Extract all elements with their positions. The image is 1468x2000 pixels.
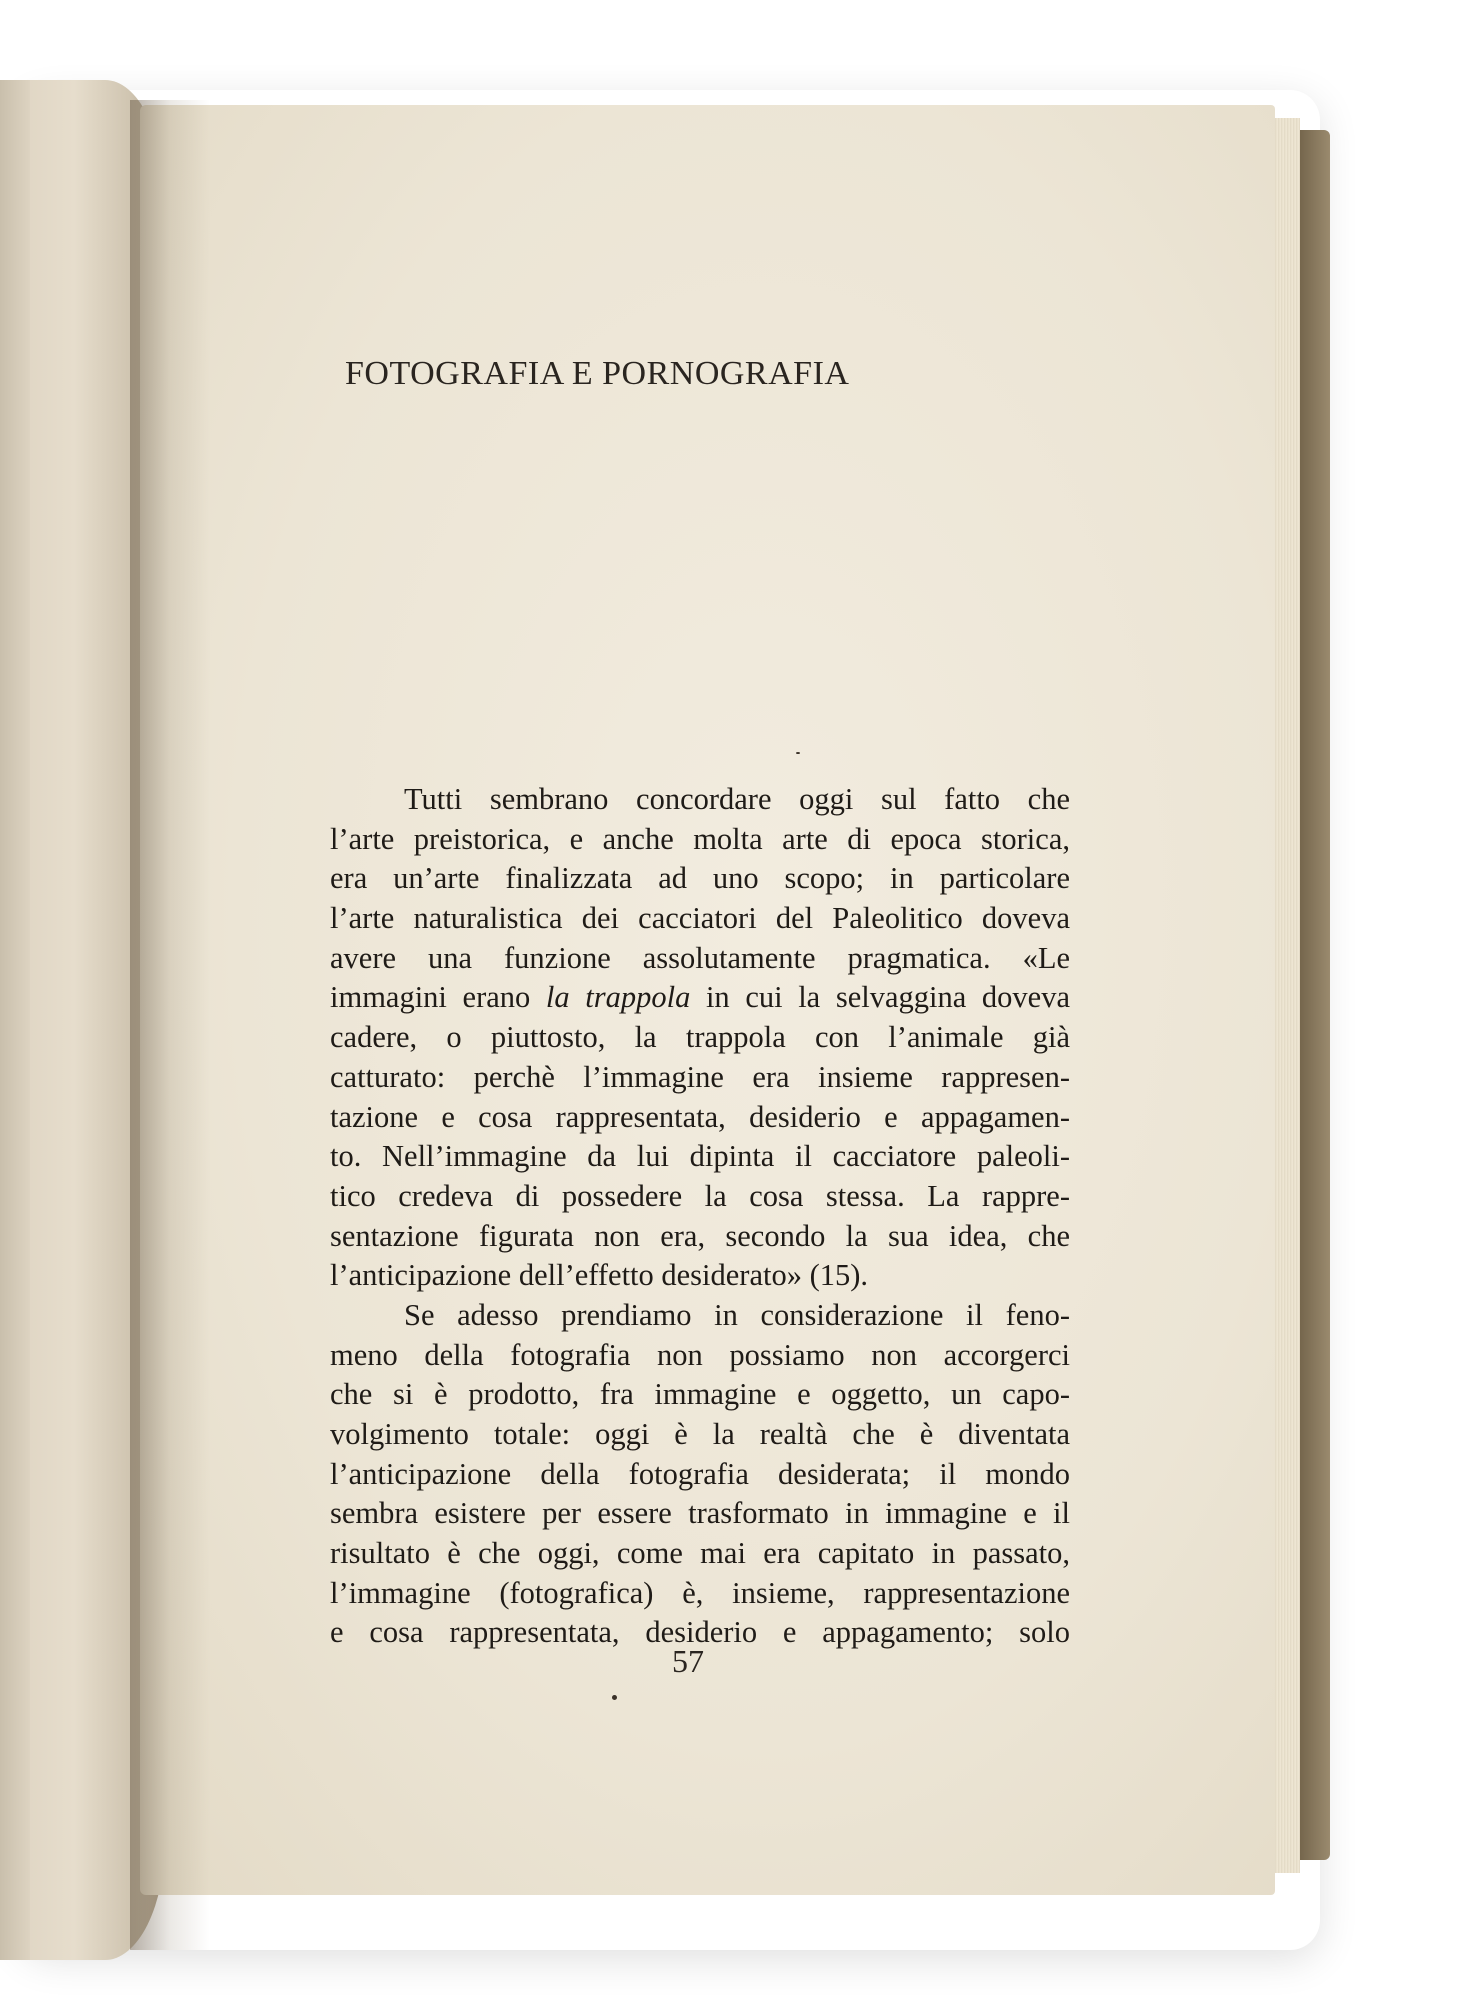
text-line: l’arte naturalistica dei cacciatori del Paleolitico doveva (330, 901, 1070, 936)
text-segment: in cui la selvaggina doveva (690, 980, 1070, 1015)
left-page-edge (0, 80, 30, 1960)
text-line: cadere, o piuttosto, la trappola con l’animale già (330, 1020, 1070, 1055)
text-line: volgimento totale: oggi è la realtà che è diventata (330, 1417, 1070, 1451)
spine-gutter-shadow (130, 100, 210, 1950)
text-line: l’anticipazione dell’effetto desiderato» (15). (330, 1258, 869, 1293)
text-line: avere una funzione assolutamente pragmatica. «Le (330, 940, 1070, 975)
text-line: tico credeva di possedere la cosa stessa. La rappre- (330, 1178, 1070, 1213)
text-line: sentazione figurata non era, secondo la sua idea, che (330, 1218, 1070, 1253)
text-line: sembra esistere per essere trasformato in immagine e il (330, 1496, 1070, 1531)
body-text (330, 780, 1070, 1653)
page-number: 57 (672, 1643, 704, 1679)
text-line: meno della fotografia non possiamo non accorgerci (330, 1337, 1070, 1372)
text-line: tazione e cosa rappresentata, desiderio e appagamen- (330, 1099, 1070, 1134)
text-line: risultato è che oggi, come mai era capitato in passato, (330, 1536, 1070, 1571)
text-line: che si è prodotto, fra immagine e oggetto, un capo- (330, 1377, 1070, 1412)
text-line: l’anticipazione della fotografia desiderata; il mondo (330, 1456, 1070, 1491)
chapter-title: FOTOGRAFIA E PORNOGRAFIA (345, 355, 850, 392)
text-line: e cosa rappresentata, desiderio e appagamento; solo (330, 1615, 1070, 1650)
text-line: l’immagine (fotografica) è, insieme, rappresentazione (330, 1575, 1070, 1610)
text-line: l’arte preistorica, e anche molta arte di epoca storica, (330, 821, 1070, 856)
text-line: era un’arte finalizzata ad uno scopo; in particolare (330, 861, 1070, 896)
paper-speck (612, 1695, 617, 1700)
text-line: to. Nell’immagine da lui dipinta il cacciatore paleoli- (330, 1139, 1070, 1174)
text-line: catturato: perchè l’immagine era insieme rappresen- (330, 1059, 1070, 1094)
text-line (330, 978, 1070, 1018)
text-line: Se adesso prendiamo in considerazione il feno- (404, 1297, 1070, 1332)
italic-phrase: la trappola (545, 980, 691, 1015)
text-segment: immagini erano (330, 980, 546, 1015)
paper-speck (796, 752, 800, 754)
text-line: Tutti sembrano concordare oggi sul fatto che (404, 782, 1070, 816)
